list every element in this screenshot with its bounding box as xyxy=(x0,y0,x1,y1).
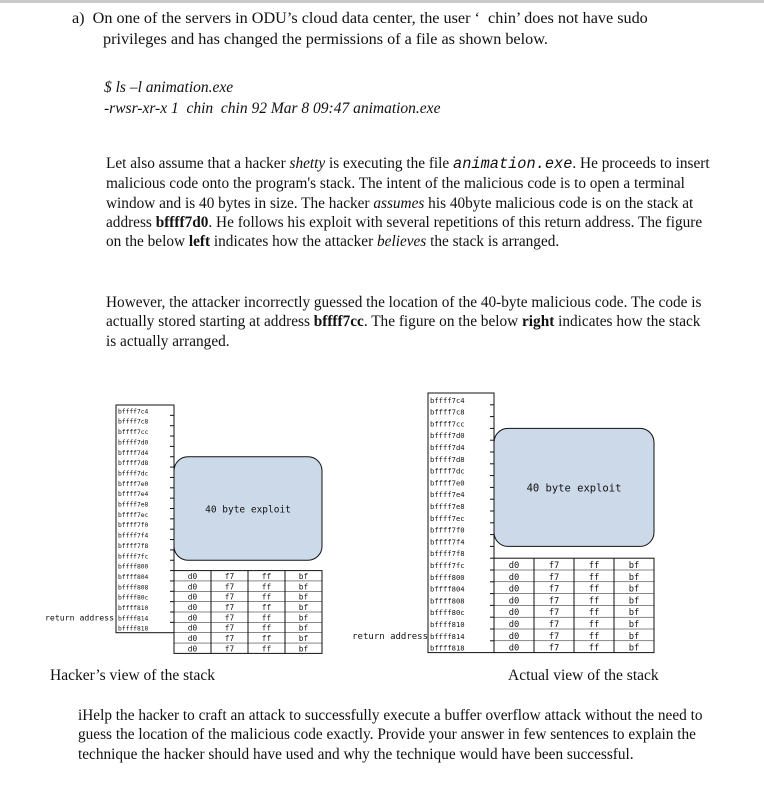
left-fig-address-label: bffff7c8 xyxy=(118,418,149,426)
left-fig-address-label: bffff7fc xyxy=(118,553,149,561)
left-fig-address-label: bffff814 xyxy=(118,615,149,623)
right-fig-byte-cell: ff xyxy=(588,608,600,619)
left-fig-address-label: bffff7d0 xyxy=(118,439,149,447)
question-label: a) xyxy=(72,9,85,27)
right-fig-address-label: bffff7e8 xyxy=(430,502,465,511)
right-fig-byte-cell: bf xyxy=(628,596,640,607)
left-fig-return-label: return address xyxy=(44,612,114,623)
para1-text-g: the stack is arranged. xyxy=(426,233,560,251)
question-line-1 xyxy=(72,8,648,28)
right-fig-byte-cell: bf xyxy=(628,572,640,583)
right-fig-byte-cell: ff xyxy=(588,596,600,607)
left-fig-byte-cell: bf xyxy=(298,613,309,623)
left-fig-address-label: bffff818 xyxy=(118,625,149,633)
right-fig-address-label: bffff818 xyxy=(430,643,465,653)
right-fig-byte-cell: ff xyxy=(588,631,600,642)
left-fig-exploit-label: 40 byte exploit xyxy=(205,504,291,516)
left-fig-byte-cell: bf xyxy=(298,644,309,654)
right-fig-address-label: bffff7f4 xyxy=(430,537,465,547)
left-fig-byte-cell: bf xyxy=(298,634,309,644)
left-fig-address-label: bffff7cc xyxy=(118,429,149,437)
stack-figures xyxy=(0,380,764,680)
left-fig-byte-cell: bf xyxy=(298,603,309,612)
right-fig-byte-cell: f7 xyxy=(548,620,560,630)
right-fig-byte-cell: bf xyxy=(628,561,640,571)
para1-text-e: . He follows his exploit with several repetitions of this return address. The figure on the below xyxy=(106,213,703,251)
left-fig-byte-cell: ff xyxy=(261,634,272,644)
right-fig-address-label: bffff7d0 xyxy=(430,431,465,441)
right-fig-byte-cell: d0 xyxy=(508,596,520,607)
left-fig-address-label: bffff804 xyxy=(118,573,149,581)
file-name: animation.exe xyxy=(453,155,573,173)
left-word: left xyxy=(188,233,211,251)
right-fig-byte-cell: ff xyxy=(588,620,600,630)
para1-text-c: . He proceeds to insert malicious code onto the program's stack. The intent of the malicious code is to open a terminal window and is 40 bytes in size. The hacker xyxy=(106,155,710,212)
left-fig-byte-cell: f7 xyxy=(224,592,235,602)
right-fig-address-label: bffff814 xyxy=(430,631,465,641)
para1-text-b: is executing the file xyxy=(325,155,454,172)
left-fig-byte-cell: f7 xyxy=(224,603,235,612)
paragraph-actual-location xyxy=(106,293,710,351)
left-fig-byte-cell: bf xyxy=(298,571,309,581)
left-fig-address-label: bffff7f4 xyxy=(118,532,149,540)
right-fig-byte-cell: bf xyxy=(628,584,640,595)
right-fig-return-label: return address xyxy=(352,631,428,642)
right-fig-address-label: bffff7d4 xyxy=(430,443,465,452)
left-fig-byte-cell: ff xyxy=(261,613,272,623)
right-fig-byte-cell: bf xyxy=(628,608,640,619)
para1-text-a: Let also assume that a hacker xyxy=(106,155,290,172)
left-fig-byte-cell: d0 xyxy=(187,634,198,644)
left-fig-address-label: bffff7d8 xyxy=(118,460,149,468)
right-fig-byte-cell: d0 xyxy=(508,631,520,642)
left-fig-byte-cell: ff xyxy=(261,592,272,602)
right-fig-byte-cell: ff xyxy=(588,561,600,571)
hacker-name: shetty xyxy=(289,155,326,172)
para2-text-a: However, the attacker incorrectly guessed the location of the 40-byte malicious code. The code is actually stored starting at address xyxy=(106,294,702,331)
question-line-2: privileges and has changed the permissions of a file as shown below. xyxy=(103,30,548,48)
right-caption: Actual view of the stack xyxy=(508,667,659,684)
left-fig-byte-cell: d0 xyxy=(187,603,198,612)
right-fig-address-label: bffff7f8 xyxy=(430,549,465,559)
left-fig-byte-cell: ff xyxy=(261,603,272,612)
left-fig-byte-cell: ff xyxy=(261,644,272,654)
right-fig-byte-cell: f7 xyxy=(548,561,560,571)
left-fig-address-label: bffff80c xyxy=(118,594,149,602)
right-fig-byte-cell: d0 xyxy=(508,561,520,571)
left-fig-byte-cell: f7 xyxy=(224,644,235,654)
left-fig-byte-cell: f7 xyxy=(224,582,235,592)
left-fig-byte-cell: bf xyxy=(298,623,309,633)
right-fig-address-label: bffff7dc xyxy=(430,466,465,476)
left-fig-address-label: bffff800 xyxy=(118,563,149,571)
para1-text-f: indicates how the attacker xyxy=(210,233,377,251)
right-fig-byte-cell: d0 xyxy=(508,643,520,654)
right-fig-byte-cell: f7 xyxy=(548,643,560,654)
right-fig-address-label: bffff810 xyxy=(430,620,465,629)
right-fig-byte-cell: ff xyxy=(588,572,600,583)
left-fig-address-label: bffff808 xyxy=(118,584,149,592)
right-fig-address-label: bffff800 xyxy=(430,572,465,582)
para2-text-c: indicates how the stack is actually arranged. xyxy=(106,313,701,350)
left-fig-address-label: bffff7f0 xyxy=(118,522,149,530)
ls-command: $ ls –l animation.exe xyxy=(104,79,234,96)
right-fig-exploit-label: 40 byte exploit xyxy=(526,482,622,495)
right-fig-byte-cell: d0 xyxy=(508,584,520,595)
left-fig-byte-cell: bf xyxy=(298,582,309,592)
left-fig-byte-cell: f7 xyxy=(224,571,235,581)
right-fig-byte-cell: d0 xyxy=(508,572,520,583)
right-fig-byte-cell: f7 xyxy=(548,584,560,595)
right-fig-byte-cell: f7 xyxy=(548,596,560,607)
right-word: right xyxy=(522,313,555,331)
left-fig-byte-cell: f7 xyxy=(224,613,235,623)
left-fig-address-label: bffff7e4 xyxy=(118,491,149,499)
right-fig-address-label: bffff7f0 xyxy=(430,525,465,535)
final-question: iHelp the hacker to craft an attack to successfully execute a buffer overflow attack without the need to guess the location of the malicious code exactly. Provide your answer in few sentences to explain the technique the hacker should have used and why the technique would have been successful. xyxy=(78,707,703,763)
left-fig-byte-cell: ff xyxy=(261,623,272,633)
left-fig-byte-cell: d0 xyxy=(187,644,198,654)
believes-word: believes xyxy=(377,233,427,251)
paragraph-hacker-scenario xyxy=(106,154,710,251)
right-fig-byte-cell: bf xyxy=(628,620,640,630)
para1-text-d: his 40byte malicious code is on the stack at address xyxy=(106,194,694,231)
right-fig-byte-cell: f7 xyxy=(548,608,560,619)
right-fig-address-label: bffff808 xyxy=(430,596,465,606)
left-fig-address-label: bffff7e0 xyxy=(118,480,149,488)
left-fig-byte-cell: ff xyxy=(261,582,272,592)
left-fig-byte-cell: f7 xyxy=(224,634,235,644)
left-fig-address-label: bffff7c4 xyxy=(118,408,149,416)
ls-output: -rwsr-xr-x 1 chin chin 92 Mar 8 09:47 animation.exe xyxy=(104,100,441,117)
left-fig-address-label: bffff810 xyxy=(118,605,149,612)
question-text-1: On one of the servers in ODU’s cloud data center, the user ‘ chin’ does not have sudo xyxy=(92,9,648,27)
left-caption: Hacker’s view of the stack xyxy=(50,667,215,684)
left-fig-address-label: bffff7f8 xyxy=(118,542,149,550)
right-fig-address-label: bffff7e0 xyxy=(430,478,465,488)
right-fig-address-label: bffff7cc xyxy=(430,419,465,429)
right-fig-address-label: bffff7e4 xyxy=(430,490,465,500)
actual-address: bffff7cc xyxy=(313,313,364,331)
left-fig-byte-cell: d0 xyxy=(187,571,198,581)
right-fig-address-label: bffff7c4 xyxy=(430,395,465,405)
right-fig-byte-cell: f7 xyxy=(548,631,560,642)
left-fig-address-label: bffff7d4 xyxy=(118,449,149,457)
right-fig-byte-cell: d0 xyxy=(508,620,520,630)
left-fig-byte-cell: ff xyxy=(261,571,272,581)
right-fig-address-label: bffff7fc xyxy=(430,561,465,570)
page-top-border xyxy=(0,0,764,3)
right-fig-byte-cell: d0 xyxy=(508,608,520,619)
right-fig-address-label: bffff804 xyxy=(430,584,465,594)
left-fig-byte-cell: d0 xyxy=(187,592,198,602)
right-fig-address-label: bffff7d8 xyxy=(430,454,465,464)
left-fig-address-label: bffff7dc xyxy=(118,470,149,478)
right-fig-byte-cell: bf xyxy=(628,631,640,642)
para2-text-b: . The figure on the below xyxy=(363,313,523,331)
right-fig-byte-cell: f7 xyxy=(548,572,560,583)
left-fig-address-label: bffff7e8 xyxy=(118,501,149,509)
assumes-word: assumes xyxy=(373,194,425,212)
left-fig-byte-cell: bf xyxy=(298,592,309,602)
assumed-address: bffff7d0 xyxy=(155,213,209,231)
right-fig-address-label: bffff80c xyxy=(430,608,465,618)
left-fig-byte-cell: d0 xyxy=(187,582,198,592)
right-fig-byte-cell: bf xyxy=(628,643,640,654)
right-fig-byte-cell: ff xyxy=(588,584,600,595)
right-fig-byte-cell: ff xyxy=(588,643,600,654)
left-fig-byte-cell: d0 xyxy=(187,623,198,633)
left-fig-byte-cell: f7 xyxy=(224,623,235,633)
left-fig-address-label: bffff7ec xyxy=(118,511,149,519)
right-fig-address-label: bffff7c8 xyxy=(430,407,465,417)
right-fig-address-label: bffff7ec xyxy=(430,513,465,523)
left-fig-byte-cell: d0 xyxy=(187,613,198,623)
